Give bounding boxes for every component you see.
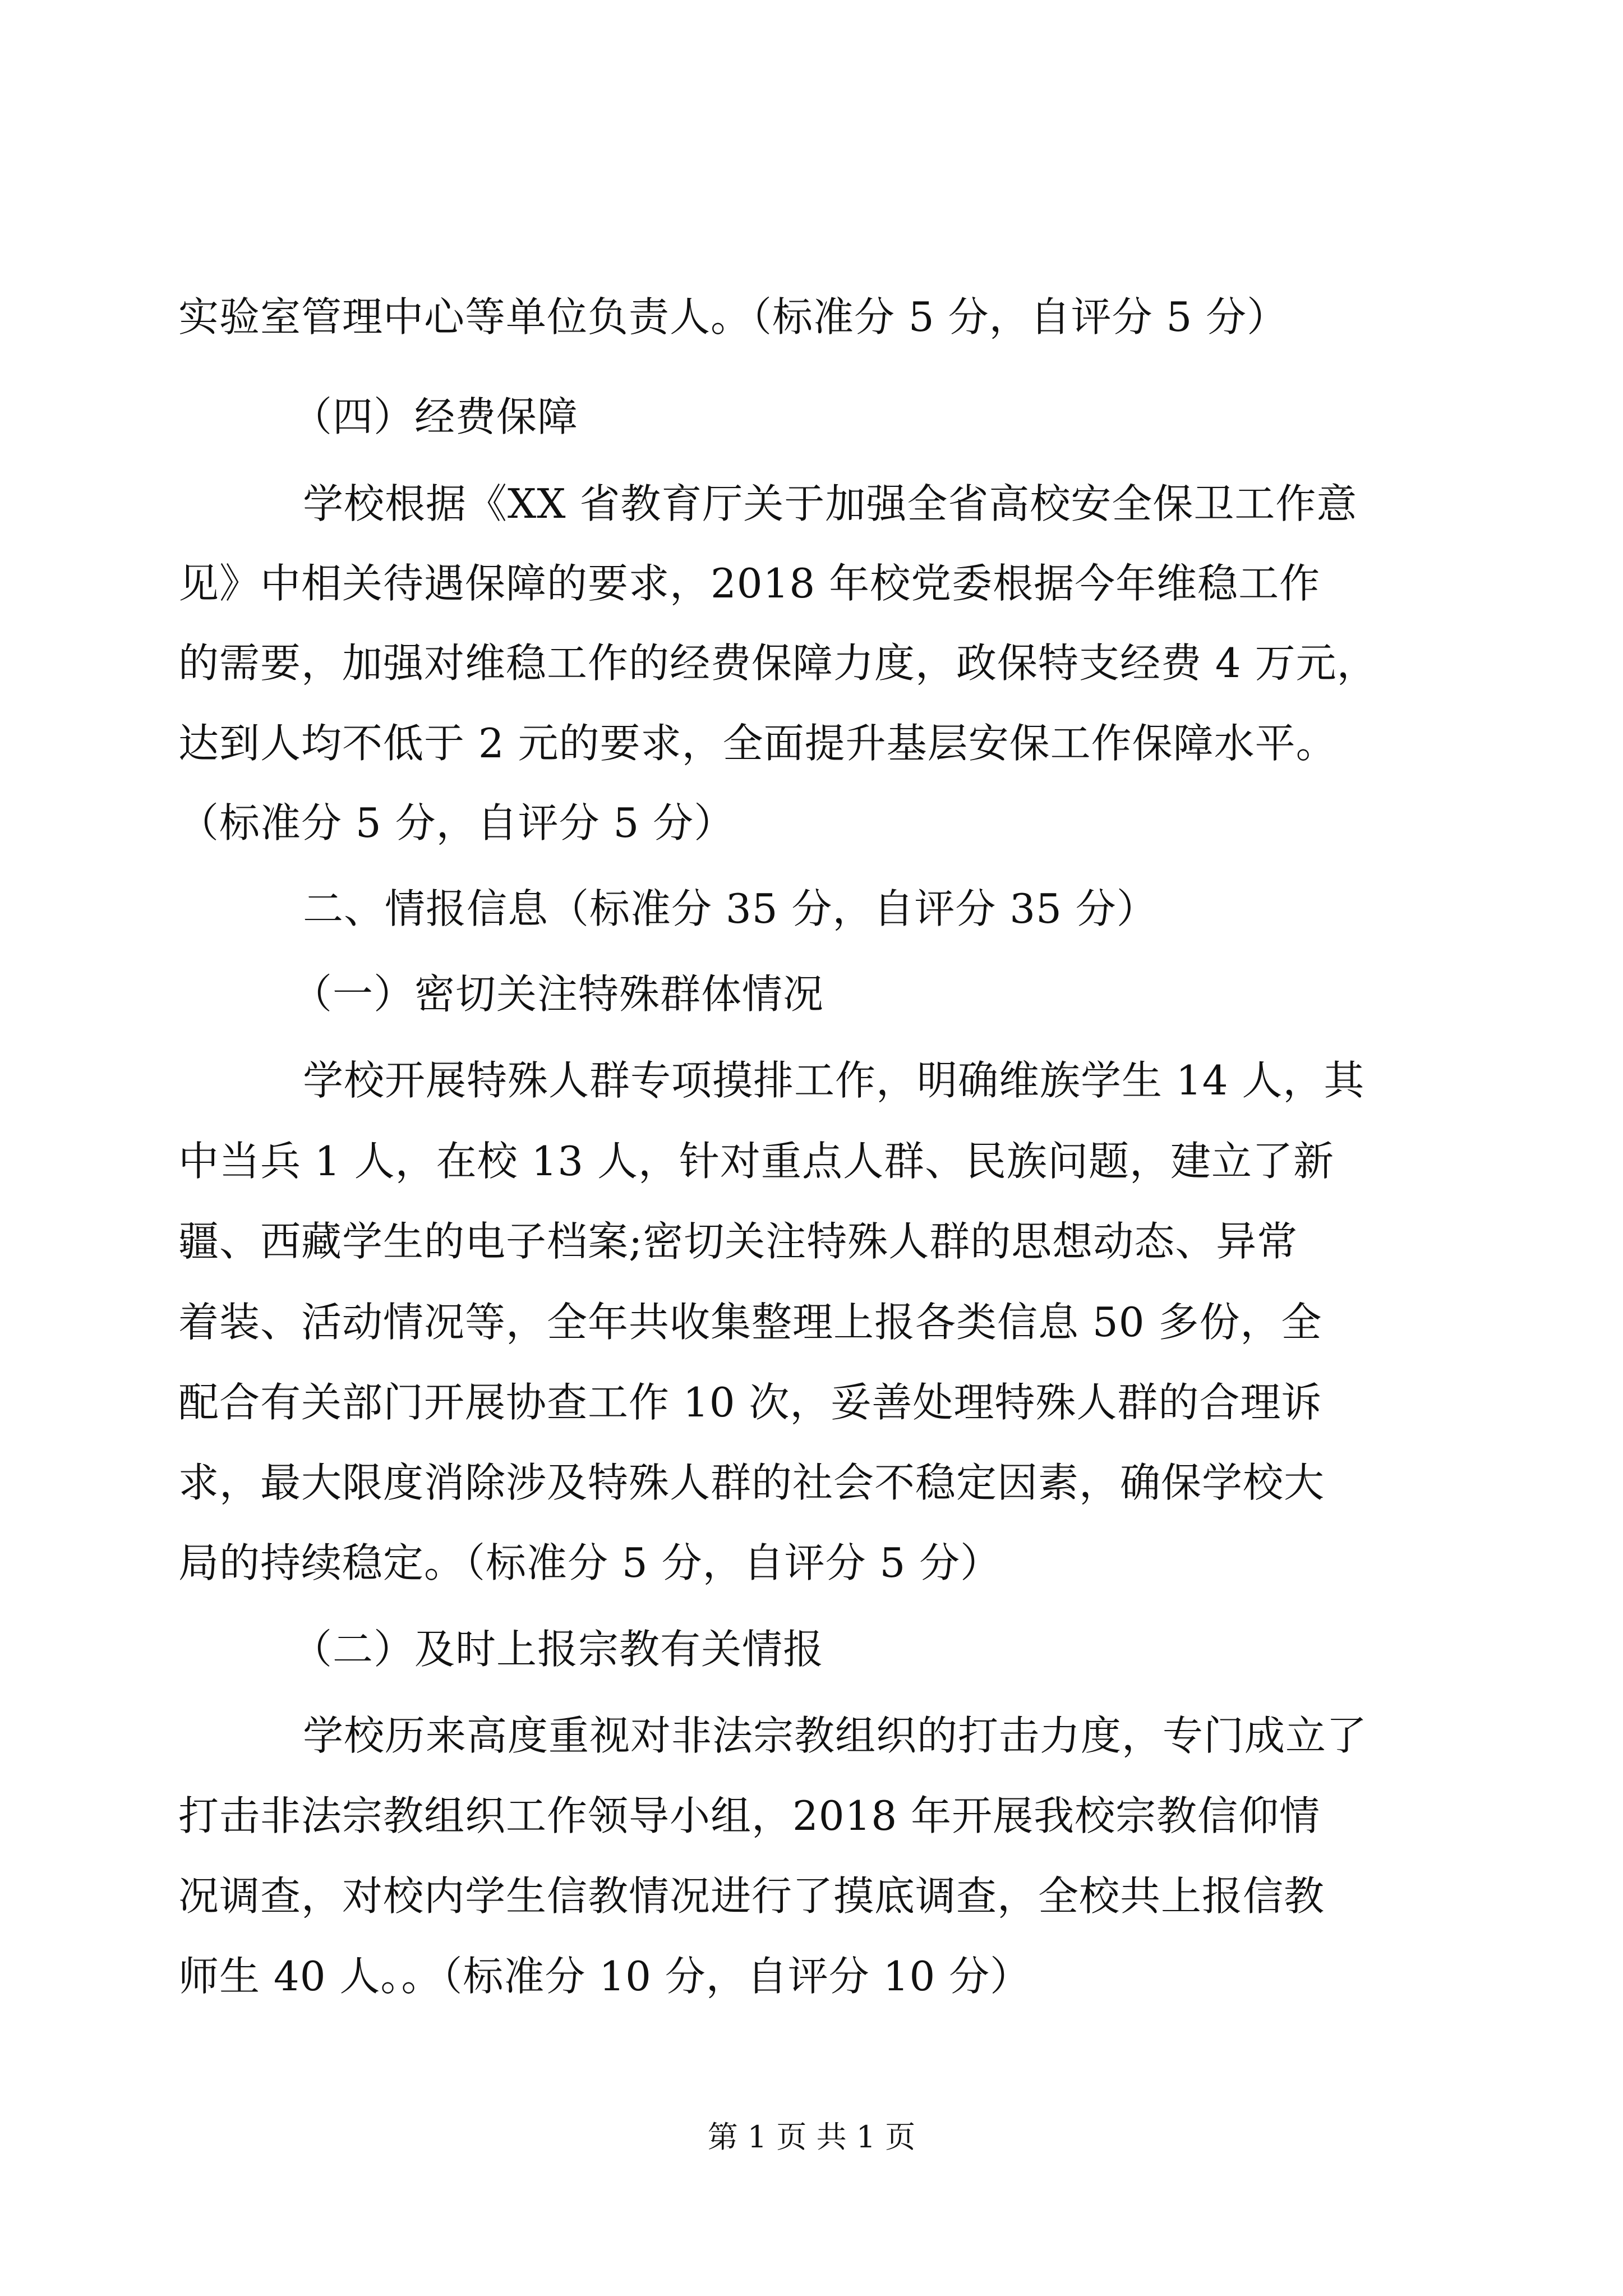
paragraph-line: 局的持续稳定。（标准分 5 分，自评分 5 分） bbox=[178, 1539, 1002, 1586]
paragraph-line: （标准分 5 分，自评分 5 分） bbox=[178, 799, 735, 846]
section-heading: （二）及时上报宗教有关情报 bbox=[292, 1626, 824, 1673]
paragraph-line: 打击非法宗教组织工作领导小组，2018 年开展我校宗教信仰情 bbox=[178, 1792, 1321, 1839]
paragraph-line: 中当兵 1 人，在校 13 人，针对重点人群、民族问题，建立了新 bbox=[178, 1138, 1334, 1185]
section-heading: （四）经费保障 bbox=[292, 393, 579, 440]
paragraph-line: 学校开展特殊人群专项摸排工作，明确维族学生 14 人，其 bbox=[303, 1057, 1365, 1104]
paragraph-line: 况调查，对校内学生信教情况进行了摸底调查，全校共上报信教 bbox=[178, 1872, 1325, 1920]
paragraph-line: 疆、西藏学生的电子档案;密切关注特殊人群的思想动态、异常 bbox=[178, 1218, 1298, 1265]
paragraph-line: 配合有关部门开展协查工作 10 次，妥善处理特殊人群的合理诉 bbox=[178, 1379, 1322, 1426]
paragraph-line: 师生 40 人。。（标准分 10 分，自评分 10 分） bbox=[178, 1953, 1031, 2000]
paragraph-line: 的需要，加强对维稳工作的经费保障力度，政保特支经费 4 万元， bbox=[178, 639, 1378, 687]
paragraph-line: 见》中相关待遇保障的要求，2018 年校党委根据今年维稳工作 bbox=[178, 560, 1321, 607]
paragraph-line: 着装、活动情况等，全年共收集整理上报各类信息 50 多份，全 bbox=[178, 1299, 1322, 1346]
text-line: 实验室管理中心等单位负责人。（标准分 5 分，自评分 5 分） bbox=[178, 293, 1288, 341]
paragraph-line: 达到人均不低于 2 元的要求，全面提升基层安保工作保障水平。 bbox=[178, 720, 1337, 767]
paragraph-line: 学校根据《XX 省教育厅关于加强全省高校安全保卫工作意 bbox=[303, 480, 1358, 527]
section-heading: 二、情报信息（标准分 35 分，自评分 35 分） bbox=[303, 885, 1158, 932]
section-heading: （一）密切关注特殊群体情况 bbox=[292, 970, 824, 1018]
paragraph-line: 学校历来高度重视对非法宗教组织的打击力度，专门成立了 bbox=[303, 1712, 1368, 1759]
page-footer: 第 1 页 共 1 页 bbox=[707, 2119, 916, 2155]
paragraph-line: 求，最大限度消除涉及特殊人群的社会不稳定因素，确保学校大 bbox=[178, 1459, 1325, 1506]
